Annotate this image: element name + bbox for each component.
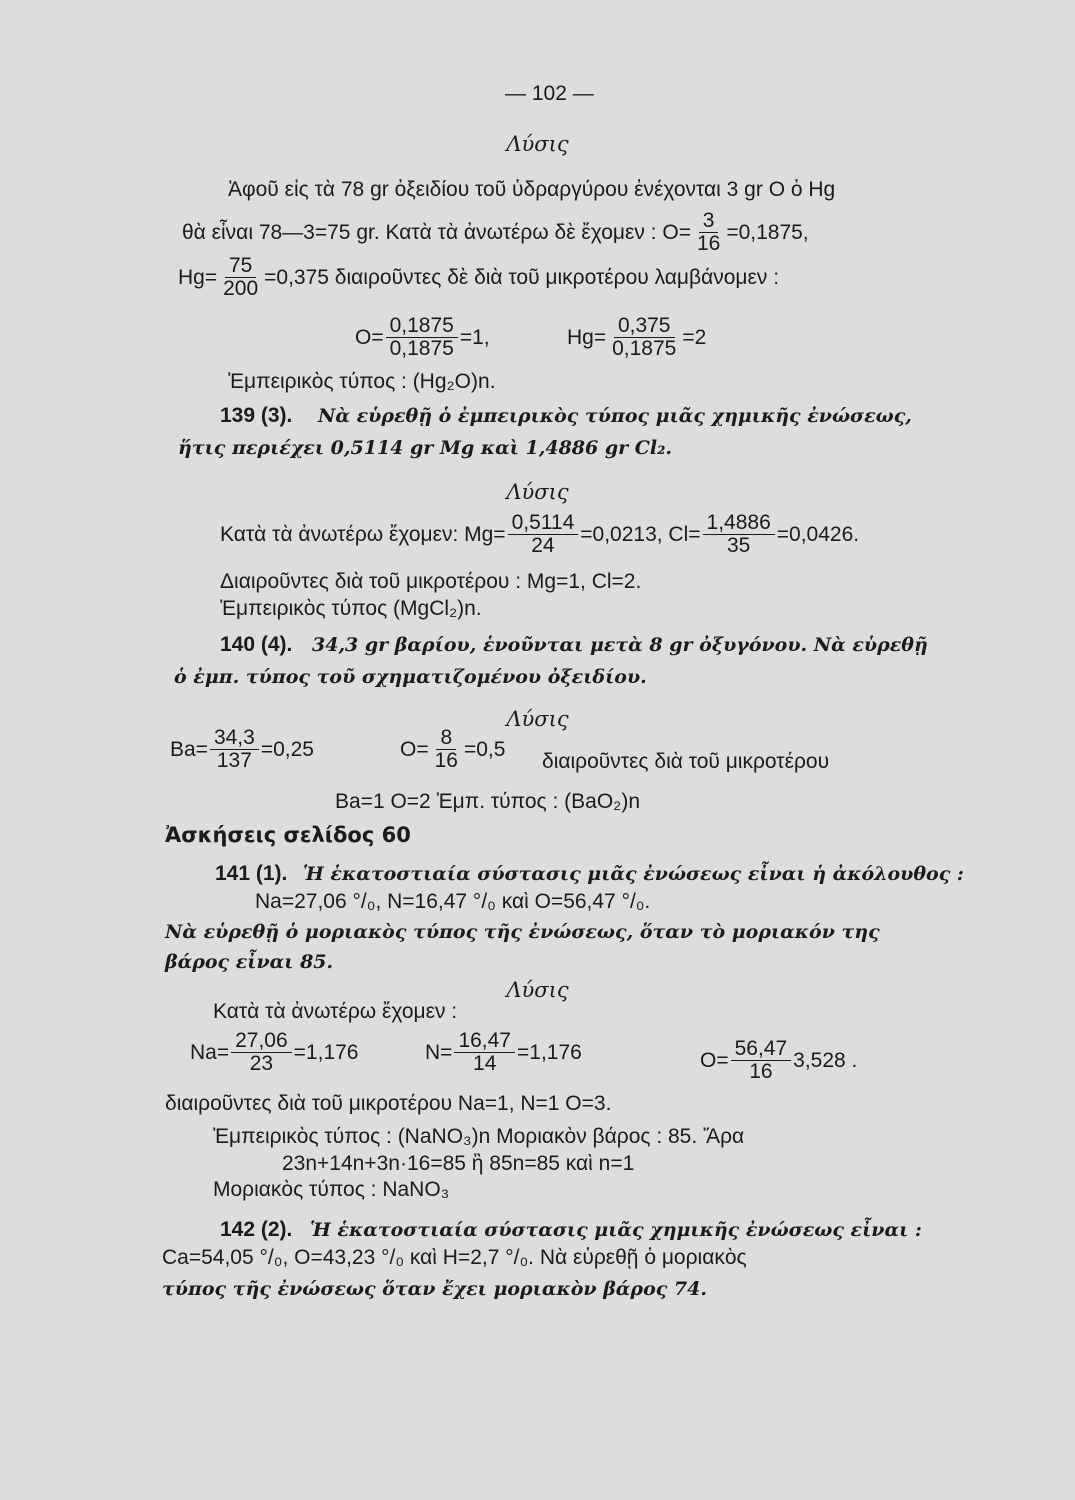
p141-solution-intro: Κατὰ τὰ ἀνωτέρω ἔχομεν :	[213, 1000, 458, 1023]
p138-line3-end: =0,375 διαιροῦντες δὲ διὰ τοῦ μικροτέρου λαμβάνομεν :	[264, 265, 780, 289]
problem-number-141: 141 (1).	[215, 862, 288, 885]
fraction-o	[693, 210, 724, 255]
p141-n-equation	[425, 1030, 582, 1075]
ba-label: Ba=	[170, 737, 208, 761]
numerator: 56,47	[731, 1038, 792, 1061]
p138-line3	[178, 255, 779, 300]
p142-problem-line2: Ca=54,05 °/₀, O=43,23 °/₀ καὶ H=2,7 °/₀. Νὰ εὑρεθῇ ὁ μοριακὸς	[162, 1246, 747, 1269]
hg-label: Hg=	[178, 265, 218, 289]
solution-heading-140: Λύσις	[506, 707, 569, 731]
section-title: Ἀσκήσεις σελίδος 60	[165, 823, 411, 847]
p141-problem-line1: Ἡ ἑκατοστιαία σύστασις μιᾶς ἐνώσεως εἶναι ἡ ἀκόλουθος :	[303, 863, 964, 885]
numerator: 34,3	[210, 727, 259, 750]
p140-problem-line2: ὁ ἐμπ. τύπος τοῦ σχηματιζομένου ὀξειδίου.	[174, 666, 647, 688]
numerator: 75	[225, 255, 256, 278]
fraction-cl	[703, 512, 775, 557]
fraction-hg	[219, 255, 262, 300]
p140-result-line: Ba=1 O=2 Ἐμπ. τύπος : (BaO₂)n	[335, 790, 641, 813]
fraction-hg-ratio	[608, 315, 680, 360]
numerator: 1,4886	[703, 512, 775, 535]
solution-heading-138: Λύσις	[506, 132, 569, 156]
o-result: 3,528 .	[793, 1048, 858, 1072]
problem-number-142: 142 (2).	[220, 1218, 293, 1241]
o-result: =0,5	[463, 737, 506, 761]
p139-problem-line2: ἥτις περιέχει 0,5114 gr Mg καὶ 1,4886 gr Cl₂.	[178, 437, 673, 459]
solution-heading-139: Λύσις	[506, 480, 569, 504]
n-label: N=	[425, 1040, 453, 1064]
cl-result: =0,0426.	[776, 522, 860, 546]
denominator: 16	[749, 1060, 773, 1084]
p139-divide-line: Διαιροῦντες διὰ τοῦ μικροτέρου : Mg=1, Cl=2.	[220, 570, 642, 593]
denominator: 23	[249, 1052, 274, 1076]
p138-line2	[182, 210, 809, 255]
numerator: 0,1875	[386, 315, 458, 338]
cl-label: =0,0213, Cl=	[580, 522, 701, 546]
na-label: Na=	[190, 1040, 230, 1064]
hg-result: =2	[682, 325, 707, 349]
p141-problem-line3: βάρος εἶναι 85.	[165, 951, 334, 973]
numerator: 0,375	[614, 315, 675, 338]
denominator: 14	[473, 1052, 497, 1076]
p140-ba-equation	[170, 727, 314, 772]
p138-line2-text: θὰ εἶναι 78—3=75 gr. Κατὰ τὰ ἀνωτέρω δὲ ἔχομεν : O=	[182, 220, 691, 244]
p139-empirical-formula: Ἐμπειρικὸς τύπος (MgCl₂)n.	[220, 597, 482, 620]
fraction-ba	[210, 727, 259, 772]
fraction-n	[454, 1030, 515, 1075]
p141-na-equation	[190, 1030, 359, 1075]
denominator: 0,1875	[612, 337, 677, 361]
o-label: O=	[400, 737, 429, 761]
fraction-o-141	[731, 1038, 792, 1083]
solution-heading-141: Λύσις	[506, 978, 569, 1002]
denominator: 16	[434, 749, 458, 773]
fraction-o-ratio	[386, 315, 458, 360]
numerator: 3	[699, 210, 719, 233]
p140-o-equation	[400, 727, 505, 772]
p138-equation-hg	[567, 315, 706, 360]
problem-number-139: 139 (3).	[220, 404, 293, 427]
p139-problem-line1: Νὰ εὑρεθῇ ὁ ἐμπειρικὸς τύπος μιᾶς χημικῆς ἐνώσεως,	[318, 405, 912, 427]
numerator: 8	[436, 727, 456, 750]
na-result: =1,176	[293, 1040, 359, 1064]
denominator: 35	[726, 534, 751, 558]
p142-problem-line3: τύπος τῆς ἐνώσεως ὅταν ἔχει μοριακὸν βάρος 74.	[162, 1278, 707, 1300]
problem-number-140: 140 (4).	[220, 633, 293, 656]
o-result: =1,	[459, 325, 490, 349]
mg-label: Κατὰ τὰ ἀνωτέρω ἔχομεν: Mg=	[220, 522, 506, 546]
p141-divide-line: διαιροῦντες διὰ τοῦ μικροτέρου Na=1, N=1 O=3.	[165, 1092, 612, 1115]
p141-problem-line2: Νὰ εὑρεθῇ ὁ μοριακὸς τύπος τῆς ἐνώσεως, ὅταν τὸ μοριακόν της	[165, 921, 880, 943]
p138-line1: Ἀφοῦ εἰς τὰ 78 gr ὀξειδίου τοῦ ὑδραργύρου ἐνέχονται 3 gr O ὁ Hg	[228, 178, 836, 201]
denominator: 0,1875	[389, 337, 454, 361]
p138-equation-o	[355, 315, 490, 360]
p140-divide-text: διαιροῦντες διὰ τοῦ μικροτέρου	[542, 750, 830, 773]
page-number: — 102 —	[505, 82, 594, 105]
denominator: 24	[531, 534, 555, 558]
denominator: 137	[216, 749, 252, 773]
p140-problem-line1: 34,3 gr βαρίου, ἑνοῦνται μετὰ 8 gr ὀξυγόνου. Νὰ εὑρεθῇ	[312, 634, 928, 656]
fraction-o-140	[431, 727, 462, 772]
p141-empirical-line: Ἐμπειρικὸς τύπος : (NaNO₃)n Μοριακὸν βάρος : 85. Ἄρα	[213, 1125, 745, 1148]
p138-line2-end: =0,1875,	[726, 220, 809, 244]
hg-label: Hg=	[567, 325, 607, 349]
p141-o-equation	[700, 1038, 857, 1083]
n-result: =1,176	[517, 1040, 582, 1064]
denominator: 16	[696, 232, 721, 256]
numerator: 16,47	[454, 1030, 515, 1053]
ba-result: =0,25	[260, 737, 314, 761]
p139-solution-line	[220, 512, 859, 557]
p141-molecular-formula: Μοριακὸς τύπος : NaNO₃	[213, 1178, 450, 1201]
fraction-mg	[508, 512, 579, 557]
p142-problem-line1: Ἡ ἑκατοστιαία σύστασις μιᾶς χημικῆς ἐνώσεως εἶναι :	[310, 1219, 922, 1241]
p141-calc-line: 23n+14n+3n·16=85 ἢ 85n=85 καὶ n=1	[282, 1152, 635, 1175]
numerator: 0,5114	[508, 512, 579, 535]
p138-empirical-formula: Ἐμπειρικὸς τύπος : (Hg₂O)n.	[228, 370, 496, 393]
fraction-na	[231, 1030, 292, 1075]
o-label: O=	[355, 325, 384, 349]
p141-composition-line: Na=27,06 °/₀, N=16,47 °/₀ καὶ O=56,47 °/₀.	[255, 890, 651, 913]
denominator: 200	[223, 277, 259, 301]
numerator: 27,06	[231, 1030, 292, 1053]
o-label: O=	[700, 1048, 729, 1072]
